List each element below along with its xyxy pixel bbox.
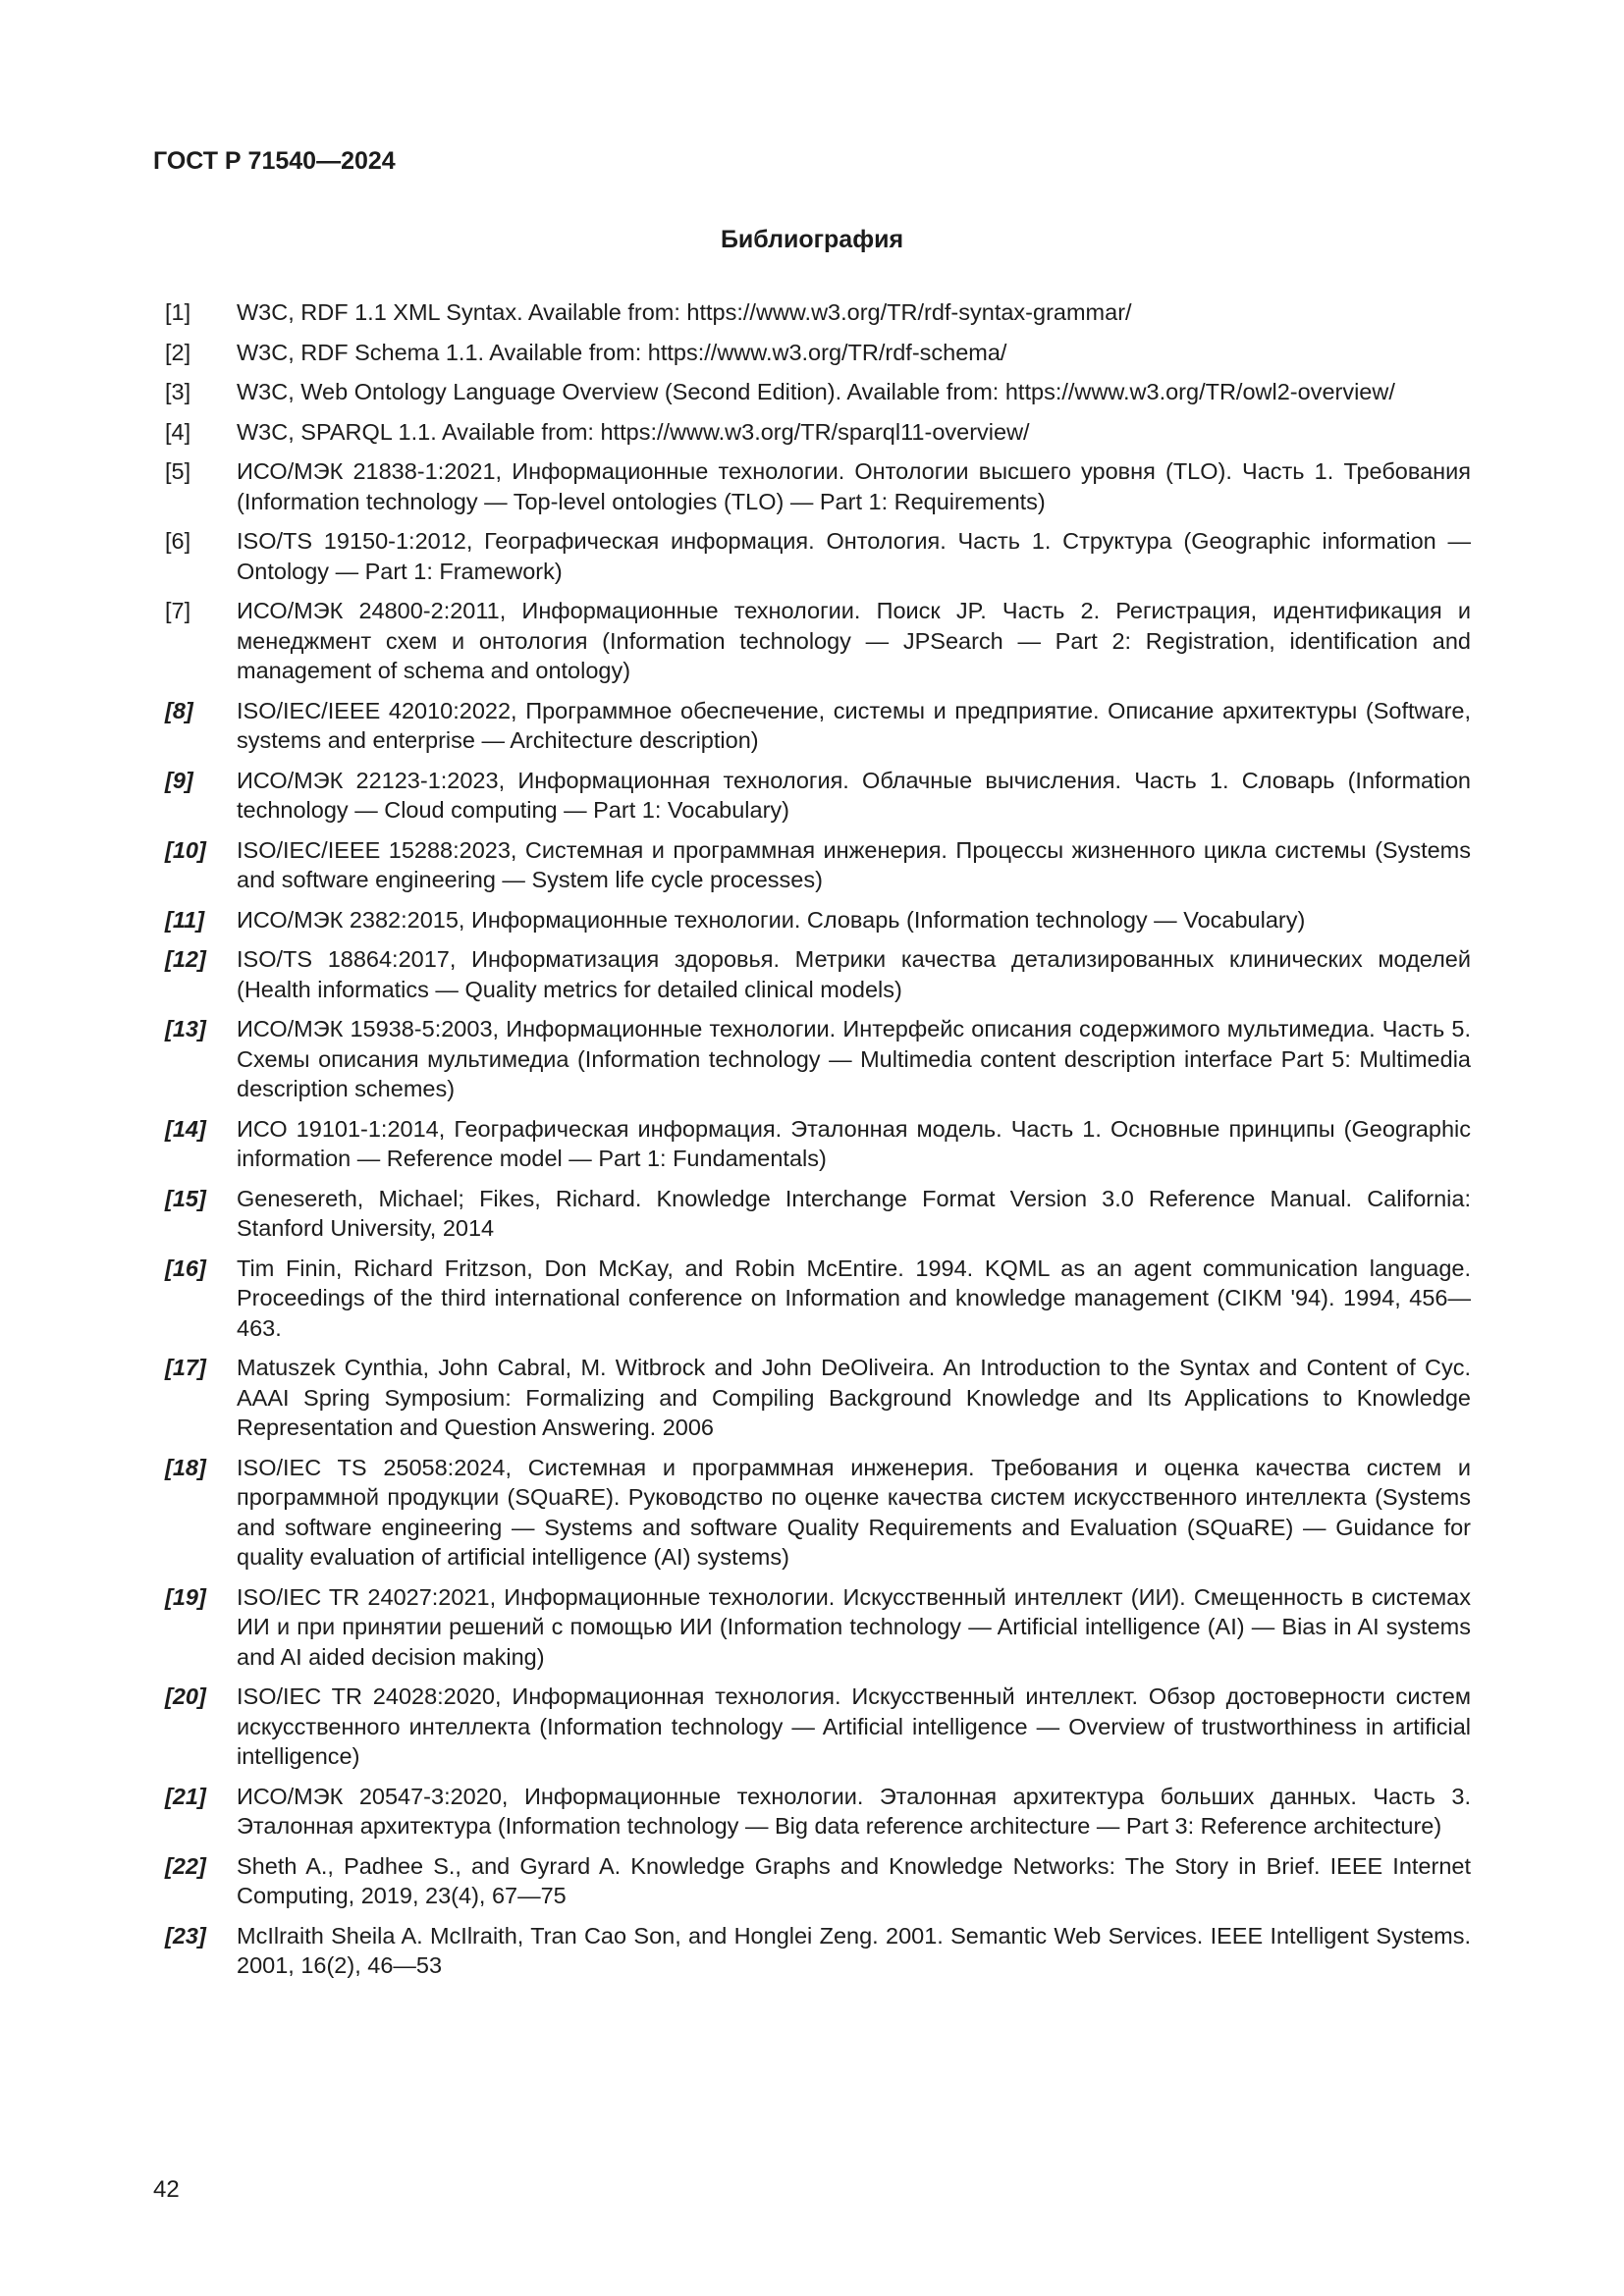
- entry-text: ISO/TS 19150-1:2012, Географическая информация. Онтология. Часть 1. Структура (Geographic information — Ontology — Part 1: Framework): [237, 528, 1471, 584]
- entry-number: [17]: [165, 1355, 206, 1380]
- bibliography-entry: [165, 905, 1471, 935]
- bibliography-entry: [165, 1353, 1471, 1443]
- bibliography-entry: [165, 1014, 1471, 1104]
- entry-number: [3]: [165, 379, 191, 404]
- bibliography-entry: [165, 696, 1471, 756]
- bibliography-entry: [165, 377, 1471, 407]
- bibliography-entry: [165, 526, 1471, 586]
- bibliography-entry: [165, 1851, 1471, 1911]
- entry-number: [4]: [165, 418, 191, 445]
- bibliography-entry: [165, 417, 1471, 448]
- bibliography-entry: [165, 944, 1471, 1004]
- entry-number: [16]: [165, 1255, 206, 1281]
- bibliography-entry: [165, 596, 1471, 686]
- bibliography-entry: [165, 1782, 1471, 1842]
- entry-text: ISO/IEC TR 24028:2020, Информационная технология. Искусственный интеллект. Обзор достоверности систем искусственного интеллекта (Information technology — Artificial intelligence — Overview of trustworthiness in artificial intelligence): [237, 1683, 1471, 1769]
- entry-number: [23]: [165, 1922, 206, 1949]
- entry-number: [22]: [165, 1852, 206, 1879]
- entry-number: [7]: [165, 598, 191, 623]
- entry-text: Sheth A., Padhee S., and Gyrard A. Knowledge Graphs and Knowledge Networks: The Story in Brief. IEEE Internet Computing, 2019, 23(4), 67—75: [237, 1852, 1471, 1908]
- entry-text: W3C, SPARQL 1.1. Available from: https://www.w3.org/TR/sparql11-overview/: [237, 418, 1030, 445]
- bibliography-entry: [165, 766, 1471, 826]
- entry-text: ISO/IEC TR 24027:2021, Информационные технологии. Искусственный интеллект (ИИ). Смещенность в системах ИИ и при принятии решений с помощью ИИ (Information technology — Artificial intelligence (AI) — Bias in AI systems and AI aided decision making): [237, 1583, 1471, 1670]
- entry-text: ИСО/МЭК 22123-1:2023, Информационная технология. Облачные вычисления. Часть 1. Словарь (Information technology — Cloud computing — Part 1: Vocabulary): [237, 767, 1471, 823]
- entry-text: W3C, Web Ontology Language Overview (Second Edition). Available from: https://www.w3.org/TR/owl2-overview/: [237, 379, 1395, 404]
- entry-number: [2]: [165, 339, 191, 365]
- entry-number: [14]: [165, 1115, 206, 1142]
- bibliography-entry: [165, 1184, 1471, 1244]
- bibliography-entry: [165, 1582, 1471, 1673]
- bibliography-entry: [165, 338, 1471, 368]
- entry-number: [21]: [165, 1783, 206, 1809]
- entry-text: ISO/IEC/IEEE 15288:2023, Системная и программная инженерия. Процессы жизненного цикла системы (Systems and software engineering — System life cycle processes): [237, 836, 1471, 892]
- bibliography-entry: [165, 1921, 1471, 1981]
- page-number: 42: [153, 2176, 180, 2203]
- entry-number: [6]: [165, 528, 191, 554]
- entry-number: [1]: [165, 299, 191, 325]
- entry-number: [20]: [165, 1683, 206, 1709]
- entry-text: ИСО 19101-1:2014, Географическая информация. Эталонная модель. Часть 1. Основные принципы (Geographic information — Reference model — Part 1: Fundamentals): [237, 1115, 1471, 1171]
- bibliography-entry: [165, 1682, 1471, 1772]
- bibliography-entry: [165, 456, 1471, 516]
- entry-text: ИСО/МЭК 24800-2:2011, Информационные технологии. Поиск JP. Часть 2. Регистрация, идентификация и менеджмент схем и онтология (Information technology — JPSearch — Part 2: Registration, identification and management of schema and ontology): [237, 598, 1471, 683]
- bibliography-entry: [165, 835, 1471, 895]
- entry-text: Genesereth, Michael; Fikes, Richard. Knowledge Interchange Format Version 3.0 Reference Manual. California: Stanford University, 2014: [237, 1185, 1471, 1241]
- document-standard-code: ГОСТ Р 71540—2024: [153, 147, 396, 175]
- entry-text: McIlraith Sheila A. McIlraith, Tran Cao Son, and Honglei Zeng. 2001. Semantic Web Services. IEEE Intelligent Systems. 2001, 16(2), 46—53: [237, 1922, 1471, 1978]
- entry-number: [12]: [165, 946, 206, 972]
- entry-number: [5]: [165, 458, 191, 484]
- entry-number: [10]: [165, 836, 206, 863]
- entry-text: ИСО/МЭК 15938-5:2003, Информационные технологии. Интерфейс описания содержимого мультимедиа. Часть 5. Схемы описания мультимедиа (Information technology — Multimedia content description interface Part 5: Multimedia description schemes): [237, 1016, 1471, 1101]
- entry-text: ИСО/МЭК 20547-3:2020, Информационные технологии. Эталонная архитектура больших данных. Часть 3. Эталонная архитектура (Information technology — Big data reference architecture — Part 3: Reference architecture): [237, 1783, 1471, 1839]
- bibliography-entry: [165, 1453, 1471, 1573]
- page-title: Библиография: [720, 226, 904, 253]
- entry-text: W3C, RDF Schema 1.1. Available from: https://www.w3.org/TR/rdf-schema/: [237, 339, 1007, 365]
- bibliography-entry: [165, 297, 1471, 328]
- entry-number: [13]: [165, 1016, 206, 1041]
- entry-number: [9]: [165, 767, 193, 793]
- entry-text: ISO/IEC TS 25058:2024, Системная и программная инженерия. Требования и оценка качества систем и программной продукции (SQuaRE). Руководство по оценке качества систем искусственного интеллекта (Systems and software engineering — Systems and software Quality Requirements and Evaluation (SQuaRE) — Guidance for quality evaluation of artificial intelligence (AI) systems): [237, 1454, 1471, 1570]
- entry-number: [11]: [165, 906, 205, 933]
- entry-number: [19]: [165, 1583, 206, 1610]
- bibliography-entry: [165, 1114, 1471, 1174]
- entry-text: ISO/IEC/IEEE 42010:2022, Программное обеспечение, системы и предприятие. Описание архитектуры (Software, systems and enterprise — Architecture description): [237, 697, 1471, 753]
- entry-text: ИСО/МЭК 21838-1:2021, Информационные технологии. Онтологии высшего уровня (TLO). Часть 1. Требования (Information technology — Top-level ontologies (TLO) — Part 1: Requirements): [237, 458, 1471, 514]
- entry-number: [15]: [165, 1185, 206, 1211]
- bibliography-entry: [165, 1254, 1471, 1344]
- entry-text: Matuszek Cynthia, John Cabral, M. Witbrock and John DeOliveira. An Introduction to the Syntax and Content of Cyc. AAAI Spring Symposium: Formalizing and Compiling Background Knowledge and Its Applications to Knowledge Representation and Question Answering. 2006: [237, 1355, 1471, 1440]
- entry-text: ISO/TS 18864:2017, Информатизация здоровья. Метрики качества детализированных клинических моделей (Health informatics — Quality metrics for detailed clinical models): [237, 946, 1471, 1002]
- entry-number: [18]: [165, 1454, 206, 1480]
- bibliography-list: [165, 297, 1471, 1991]
- entry-text: W3C, RDF 1.1 XML Syntax. Available from: https://www.w3.org/TR/rdf-syntax-grammar/: [237, 299, 1132, 325]
- entry-text: ИСО/МЭК 2382:2015, Информационные технологии. Словарь (Information technology — Vocabulary): [237, 906, 1306, 933]
- entry-number: [8]: [165, 697, 193, 723]
- entry-text: Tim Finin, Richard Fritzson, Don McKay, and Robin McEntire. 1994. KQML as an agent communication language. Proceedings of the third international conference on Information and knowledge management (CIKM '94). 1994, 456—463.: [237, 1255, 1471, 1341]
